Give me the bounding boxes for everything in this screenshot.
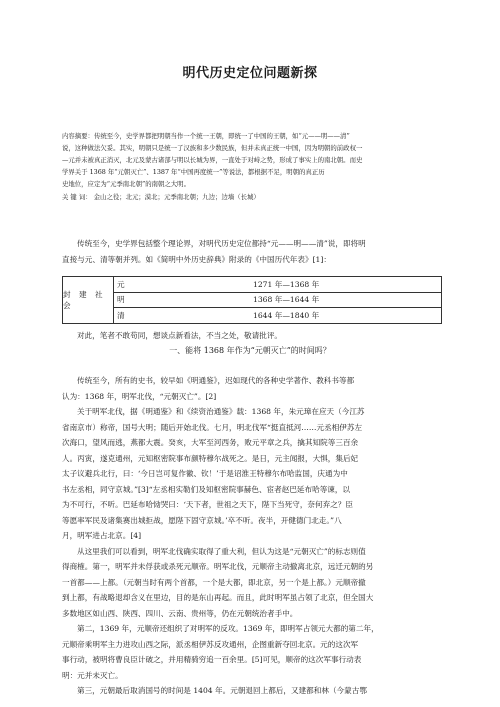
abstract-line: 说，这种做法欠妥。其实，明朝只是统一了汉族和多少数民族，但并未真正统一中国，因为明朝的前政权一 <box>62 144 363 152</box>
body-line: 多数地区如山西、陕西、四川、云南、贵州等，仍在元朝统治者手中。 <box>62 608 298 618</box>
after-table-paragraph <box>62 328 438 344</box>
dynasty-cell: 元 <box>117 280 125 289</box>
body-line: 人。丙寅，遂克通州，元知枢密院事布颜特穆尔战死之。是日，元主闻报，大惧，集后妃 <box>62 453 359 463</box>
abstract <box>62 130 434 203</box>
body-line: 第二，1369 年，元顺帝还组织了对明军的反攻。1369 年，即明军占领元大都的第二年， <box>77 624 379 633</box>
abstract-line: —元并未被真正消灭，北元及蒙古诸部与明以长城为界，一直处于对峙之势，形成了事实上的南北朝。而史 <box>62 156 363 164</box>
body-line: 事行动，被明将曹良臣计破之，并用精骑穷追一百余里。[5]可见，顺帝的这次军事行动表 <box>62 655 362 664</box>
table-row <box>113 292 441 308</box>
body-line: 传统至今，所有的史书，较早如《明通鉴》，迟如现代的各种史学著作、教科书等都 <box>77 376 355 385</box>
body-line: 明：元并未灭亡。 <box>62 670 123 680</box>
years-cell: 1271 年—1368 年 <box>253 280 320 289</box>
abstract-line: 学界关于 1368 年“元朝灭亡”、1387 年“中国再度统一”等说法，都根据不足，明朝的真正历 <box>62 168 325 176</box>
body-line: 得商榷。第一，明军并未俘获或杀死元顺帝。明军北伐，元顺帝主动撤离北京，远迁元朝的另 <box>62 562 374 571</box>
body-line: 太子议避兵北行，曰：‘今日岂可复作徽、钦！’于是诏淮王特穆尔布哈监国，庆通为中 <box>62 469 348 478</box>
table-row <box>113 308 441 323</box>
intro-line: 传统至今，史学界包括整个理论界，对明代历史定位都持“元——明——清”说，即将明 <box>77 239 366 248</box>
dynasty-cell: 明 <box>117 295 125 304</box>
keywords: 关 键 词： 金山之役；北元；漠北；元季南北朝；九边；边墙（长城） <box>62 193 260 201</box>
table-row <box>113 277 441 293</box>
body-text <box>62 373 438 699</box>
body-line: 书左丞相，同守京城。”[3]“左丞相实勒们及知枢密院事赫色、宦者赵巴延布哈等谏，以 <box>62 484 351 494</box>
page-title: 明代历史定位问题新探 <box>182 66 318 81</box>
abstract-line: 史地位，应定为“元季南北朝”的南朝之大明。 <box>62 180 190 188</box>
dynasty-table <box>62 276 442 324</box>
body-line: 为不可行，不听。巴延布哈恸哭曰：‘天下者，世祖之天下，陛下当死守，奈何弃之？臣 <box>62 500 353 509</box>
body-line: 一首都——上都。（元朝当时有两个首都，一个是大都，即北京，另一个是上都。）元顺帝撤 <box>62 577 366 587</box>
body-line: 关于明军北伐，据《明通鉴》和《续资治通鉴》载：1368 年，朱元璋在应天（今江苏 <box>77 407 365 416</box>
body-line: 等愿率军民及诸集赛出城拒战，愿陛下固守京城。’卒不听。夜半，开健德门北走。”八 <box>62 515 342 525</box>
body-line: 认为：1368 年，明军北伐，“元朝灭亡”。[2] <box>62 391 217 401</box>
intro-line: 直接与元、清等朝并列。如《简明中外历史辞典》附录的《中国历代年表》[1]： <box>62 254 331 264</box>
body-line: 月，明军进占北京。[4] <box>62 531 142 540</box>
abstract-line: 内容摘要：传统至今，史学界都把明朝当作一个统一王朝，即统一了中国的王朝，如“元——明——清” <box>62 132 350 140</box>
body-line: 次海口，望风而逃，燕都大震。癸亥，大军至河西务，败元平章之兵，擒其知院等三百余 <box>62 438 359 447</box>
body-line: 元顺帝乘明军主力进攻山西之际，派丞相伊苏反攻通州，企图重新夺回北京。元的这次军 <box>62 639 359 649</box>
intro <box>62 236 438 267</box>
dynasty-cell: 清 <box>117 311 125 320</box>
body-line: 省南京市）称帝，国号大明；随后开始北伐。七月，明北伐军“挺直抵河……元丞相伊苏左 <box>62 422 363 432</box>
years-cell: 1368 年—1644 年 <box>253 295 320 304</box>
body-line: 第三，元朝最后取消国号的时间是 1404 年。元朝退回上都后，又建都和林（今蒙古鄂 <box>77 686 367 695</box>
years-cell: 1644 年—1840 年 <box>253 311 320 320</box>
paragraph-line: 对此，笔者不敢苟同，想谈点新看法，不当之处，敬请批评。 <box>77 331 283 340</box>
section-heading: 一、能将 1368 年作为“元朝灭亡”的时间吗？ <box>169 346 331 355</box>
body-line: 从这里我们可以看到，明军北伐确实取得了重大利，但认为这是“元朝灭亡”的标志则值 <box>77 546 366 556</box>
body-line: 到上都，有战略退却含义在里边，目的是东山再起。而且，此时明军虽占领了北京，但全国大 <box>62 593 374 602</box>
table-label: 封 建 社 会 <box>63 277 114 323</box>
